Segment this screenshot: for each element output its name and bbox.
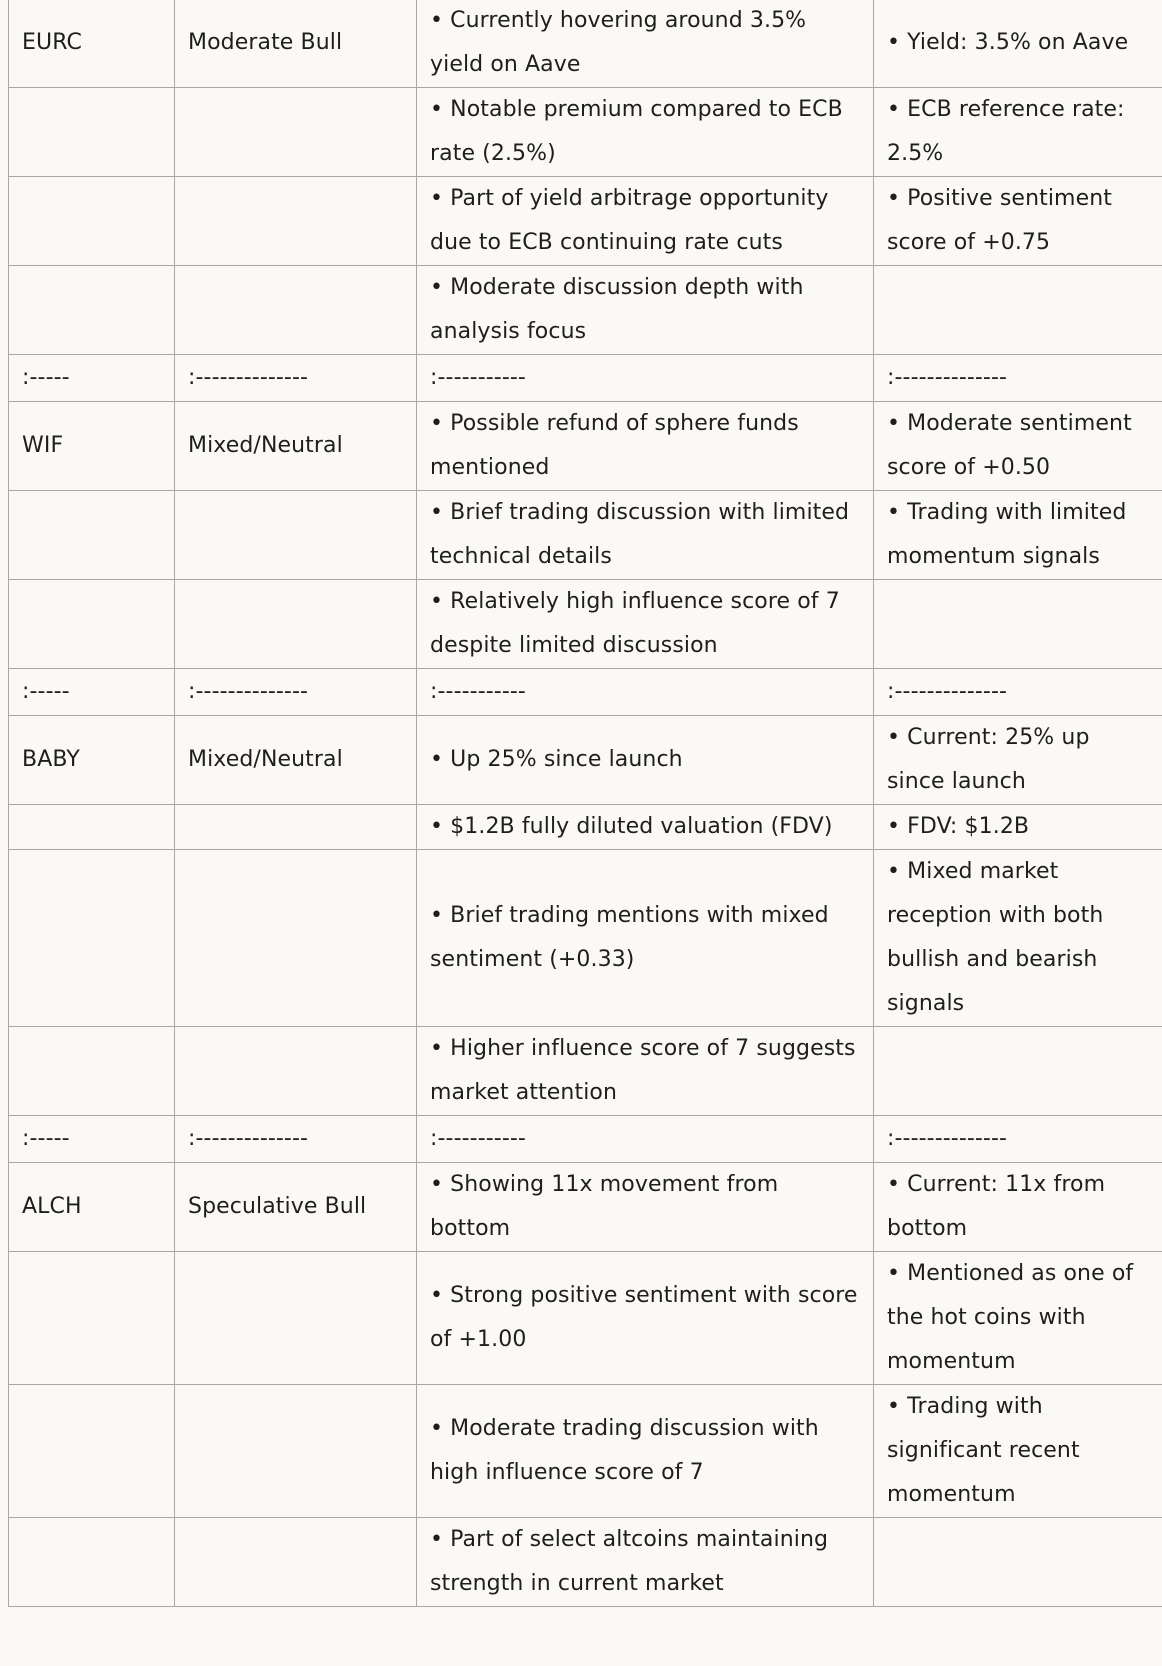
metric-cell: • Current: 25% up since launch xyxy=(874,716,1162,805)
token-cell xyxy=(9,1027,175,1116)
outlook-cell xyxy=(175,266,417,355)
metric-cell: • Mentioned as one of the hot coins with momentum xyxy=(874,1252,1162,1385)
token-cell: BABY xyxy=(9,716,175,805)
key-point-cell: • $1.2B fully diluted valuation (FDV) xyxy=(417,805,874,850)
outlook-cell xyxy=(175,850,417,1027)
key-point-cell: • Showing 11x movement from bottom xyxy=(417,1163,874,1252)
outlook-cell xyxy=(175,88,417,177)
token-cell xyxy=(9,805,175,850)
table-row xyxy=(9,1027,1162,1116)
token-cell xyxy=(9,88,175,177)
key-point-cell: • Brief trading discussion with limited technical details xyxy=(417,491,874,580)
metric-cell: :-------------- xyxy=(874,355,1162,402)
metric-cell xyxy=(874,1027,1162,1116)
table-row xyxy=(9,1385,1162,1518)
metric-cell: • Yield: 3.5% on Aave xyxy=(874,0,1162,88)
outlook-cell xyxy=(175,580,417,669)
key-point-cell: • Brief trading mentions with mixed sentiment (+0.33) xyxy=(417,850,874,1027)
token-cell: :----- xyxy=(9,669,175,716)
key-point-cell: :----------- xyxy=(417,1116,874,1163)
table-row xyxy=(9,0,1162,88)
key-point-cell: • Strong positive sentiment with score of +1.00 xyxy=(417,1252,874,1385)
token-cell xyxy=(9,1252,175,1385)
sentiment-table-wrapper xyxy=(8,0,1162,1607)
outlook-cell xyxy=(175,177,417,266)
table-row xyxy=(9,402,1162,491)
outlook-cell xyxy=(175,491,417,580)
outlook-cell xyxy=(175,805,417,850)
key-point-cell: • Part of yield arbitrage opportunity due to ECB continuing rate cuts xyxy=(417,177,874,266)
table-row xyxy=(9,88,1162,177)
metric-cell: • Mixed market reception with both bullish and bearish signals xyxy=(874,850,1162,1027)
table-row xyxy=(9,491,1162,580)
metric-cell xyxy=(874,1518,1162,1607)
table-row xyxy=(9,177,1162,266)
token-cell xyxy=(9,266,175,355)
key-point-cell: • Higher influence score of 7 suggests market attention xyxy=(417,1027,874,1116)
table-row xyxy=(9,266,1162,355)
outlook-cell xyxy=(175,1518,417,1607)
key-point-cell: • Up 25% since launch xyxy=(417,716,874,805)
outlook-cell xyxy=(175,1385,417,1518)
metric-cell: • Trading with significant recent momentum xyxy=(874,1385,1162,1518)
token-cell: WIF xyxy=(9,402,175,491)
metric-cell: • Moderate sentiment score of +0.50 xyxy=(874,402,1162,491)
key-point-cell: • Notable premium compared to ECB rate (2.5%) xyxy=(417,88,874,177)
metric-cell: • Trading with limited momentum signals xyxy=(874,491,1162,580)
metric-cell: • ECB reference rate: 2.5% xyxy=(874,88,1162,177)
separator-row xyxy=(9,1116,1162,1163)
metric-cell: • Current: 11x from bottom xyxy=(874,1163,1162,1252)
token-cell: EURC xyxy=(9,0,175,88)
table-row xyxy=(9,1163,1162,1252)
token-cell xyxy=(9,1518,175,1607)
outlook-cell: Mixed/Neutral xyxy=(175,402,417,491)
outlook-cell: :-------------- xyxy=(175,669,417,716)
metric-cell: :-------------- xyxy=(874,669,1162,716)
table-row xyxy=(9,1518,1162,1607)
table-row xyxy=(9,716,1162,805)
sentiment-table xyxy=(8,0,1162,1607)
token-cell xyxy=(9,491,175,580)
outlook-cell: Speculative Bull xyxy=(175,1163,417,1252)
table-body xyxy=(9,0,1162,1607)
separator-row xyxy=(9,355,1162,402)
metric-cell: • FDV: $1.2B xyxy=(874,805,1162,850)
key-point-cell: • Relatively high influence score of 7 despite limited discussion xyxy=(417,580,874,669)
token-cell xyxy=(9,580,175,669)
token-cell xyxy=(9,850,175,1027)
table-row xyxy=(9,805,1162,850)
table-row xyxy=(9,580,1162,669)
token-cell xyxy=(9,1385,175,1518)
outlook-cell: Mixed/Neutral xyxy=(175,716,417,805)
outlook-cell: :-------------- xyxy=(175,355,417,402)
key-point-cell: • Moderate discussion depth with analysis focus xyxy=(417,266,874,355)
outlook-cell xyxy=(175,1252,417,1385)
key-point-cell: • Possible refund of sphere funds mentioned xyxy=(417,402,874,491)
key-point-cell: • Moderate trading discussion with high influence score of 7 xyxy=(417,1385,874,1518)
key-point-cell: • Currently hovering around 3.5% yield on Aave xyxy=(417,0,874,88)
metric-cell xyxy=(874,266,1162,355)
metric-cell: :-------------- xyxy=(874,1116,1162,1163)
table-row xyxy=(9,1252,1162,1385)
token-cell: ALCH xyxy=(9,1163,175,1252)
outlook-cell xyxy=(175,1027,417,1116)
token-cell xyxy=(9,177,175,266)
key-point-cell: :----------- xyxy=(417,355,874,402)
key-point-cell: • Part of select altcoins maintaining strength in current market xyxy=(417,1518,874,1607)
table-row xyxy=(9,850,1162,1027)
metric-cell: • Positive sentiment score of +0.75 xyxy=(874,177,1162,266)
token-cell: :----- xyxy=(9,355,175,402)
metric-cell xyxy=(874,580,1162,669)
token-cell: :----- xyxy=(9,1116,175,1163)
outlook-cell: Moderate Bull xyxy=(175,0,417,88)
outlook-cell: :-------------- xyxy=(175,1116,417,1163)
separator-row xyxy=(9,669,1162,716)
key-point-cell: :----------- xyxy=(417,669,874,716)
